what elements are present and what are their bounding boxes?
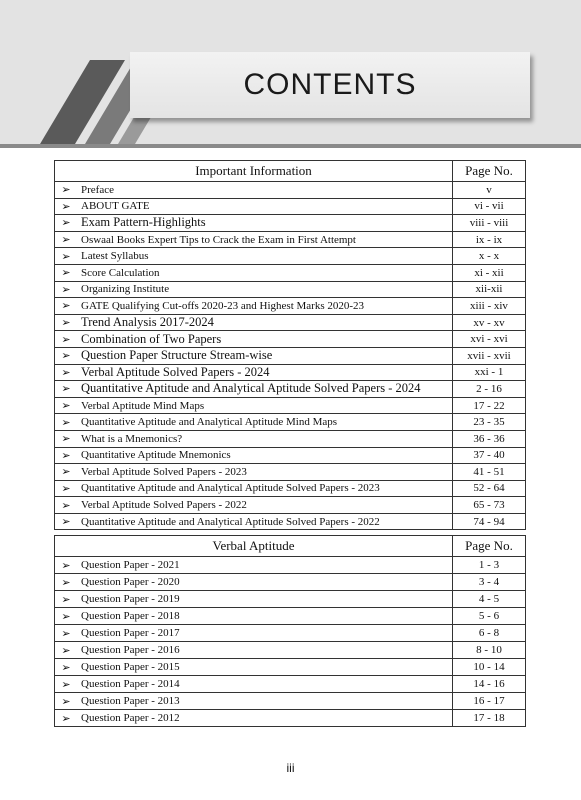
entry-page: xxi - 1	[453, 364, 526, 381]
arrow-bullet-icon: ➢	[55, 198, 78, 215]
table-row	[55, 513, 526, 530]
page-title: CONTENTS	[243, 68, 417, 101]
arrow-bullet-icon: ➢	[55, 182, 78, 199]
entry-page: 6 - 8	[453, 625, 526, 642]
table-row	[55, 298, 526, 315]
entry-page: 65 - 73	[453, 497, 526, 514]
entry-page: 17 - 22	[453, 397, 526, 414]
entry-title: Verbal Aptitude Solved Papers - 2023	[77, 464, 453, 481]
entry-page: x - x	[453, 248, 526, 265]
entry-page: xi - xii	[453, 264, 526, 281]
entry-title: Question Paper - 2021	[77, 557, 453, 574]
table-row	[55, 281, 526, 298]
entry-page: 37 - 40	[453, 447, 526, 464]
table-row	[55, 264, 526, 281]
table-row	[55, 347, 526, 364]
entry-title: Preface	[77, 182, 453, 199]
arrow-bullet-icon: ➢	[55, 215, 78, 232]
table-row	[55, 710, 526, 727]
entry-page: ix - ix	[453, 231, 526, 248]
entry-page: 14 - 16	[453, 676, 526, 693]
table-row	[55, 381, 526, 398]
entry-title: Organizing Institute	[77, 281, 453, 298]
table-row	[55, 676, 526, 693]
entry-title: Score Calculation	[77, 264, 453, 281]
entry-title: Question Paper - 2012	[77, 710, 453, 727]
arrow-bullet-icon: ➢	[55, 464, 78, 481]
entry-title: Combination of Two Papers	[77, 331, 453, 348]
entry-title: Question Paper - 2016	[77, 642, 453, 659]
entry-title: Quantitative Aptitude and Analytical Aptitude Solved Papers - 2024	[77, 381, 453, 398]
arrow-bullet-icon: ➢	[55, 591, 78, 608]
entry-page: 8 - 10	[453, 642, 526, 659]
entry-page: xvii - xvii	[453, 347, 526, 364]
entry-title: Quantitative Aptitude Mnemonics	[77, 447, 453, 464]
table-row	[55, 248, 526, 265]
arrow-bullet-icon: ➢	[55, 625, 78, 642]
entry-page: 16 - 17	[453, 693, 526, 710]
table-row	[55, 182, 526, 199]
entry-title: Quantitative Aptitude and Analytical Aptitude Solved Papers - 2023	[77, 480, 453, 497]
table-row	[55, 574, 526, 591]
arrow-bullet-icon: ➢	[55, 264, 78, 281]
arrow-bullet-icon: ➢	[55, 281, 78, 298]
entry-page: 41 - 51	[453, 464, 526, 481]
entry-page: 10 - 14	[453, 659, 526, 676]
arrow-bullet-icon: ➢	[55, 693, 78, 710]
arrow-bullet-icon: ➢	[55, 347, 78, 364]
entry-page: 17 - 18	[453, 710, 526, 727]
table-row	[55, 625, 526, 642]
entry-page: 52 - 64	[453, 480, 526, 497]
page-number: iii	[286, 761, 295, 775]
entry-page: vi - vii	[453, 198, 526, 215]
table-row	[55, 198, 526, 215]
table-row	[55, 231, 526, 248]
entry-title: Exam Pattern-Highlights	[77, 215, 453, 232]
header-divider	[0, 144, 581, 148]
arrow-bullet-icon: ➢	[55, 248, 78, 265]
arrow-bullet-icon: ➢	[55, 659, 78, 676]
arrow-bullet-icon: ➢	[55, 710, 78, 727]
table-header-page: Page No.	[453, 161, 526, 182]
table-row	[55, 608, 526, 625]
entry-page: 2 - 16	[453, 381, 526, 398]
table-row	[55, 414, 526, 431]
table-row	[55, 464, 526, 481]
entry-page: 23 - 35	[453, 414, 526, 431]
arrow-bullet-icon: ➢	[55, 447, 78, 464]
arrow-bullet-icon: ➢	[55, 381, 78, 398]
entry-page: 1 - 3	[453, 557, 526, 574]
entry-title: Question Paper - 2013	[77, 693, 453, 710]
table-row	[55, 447, 526, 464]
important-information-table	[54, 160, 526, 530]
entry-page: viii - viii	[453, 215, 526, 232]
arrow-bullet-icon: ➢	[55, 642, 78, 659]
entry-page: 5 - 6	[453, 608, 526, 625]
arrow-bullet-icon: ➢	[55, 397, 78, 414]
arrow-bullet-icon: ➢	[55, 430, 78, 447]
verbal-aptitude-table	[54, 535, 526, 727]
entry-page: xiii - xiv	[453, 298, 526, 315]
table-header-page: Page No.	[453, 536, 526, 557]
arrow-bullet-icon: ➢	[55, 480, 78, 497]
arrow-bullet-icon: ➢	[55, 676, 78, 693]
entry-page: xii-xii	[453, 281, 526, 298]
table-row	[55, 314, 526, 331]
table-row	[55, 693, 526, 710]
entry-title: Oswaal Books Expert Tips to Crack the Exam in First Attempt	[77, 231, 453, 248]
arrow-bullet-icon: ➢	[55, 574, 78, 591]
table-row	[55, 557, 526, 574]
table-row	[55, 215, 526, 232]
entry-title: Verbal Aptitude Solved Papers - 2022	[77, 497, 453, 514]
arrow-bullet-icon: ➢	[55, 364, 78, 381]
entry-title: Question Paper - 2018	[77, 608, 453, 625]
entry-title: Quantitative Aptitude and Analytical Aptitude Mind Maps	[77, 414, 453, 431]
entry-title: Quantitative Aptitude and Analytical Aptitude Solved Papers - 2022	[77, 513, 453, 530]
entry-title: Question Paper - 2015	[77, 659, 453, 676]
arrow-bullet-icon: ➢	[55, 314, 78, 331]
entry-title: Verbal Aptitude Mind Maps	[77, 397, 453, 414]
table-row	[55, 642, 526, 659]
entry-page: v	[453, 182, 526, 199]
table-row	[55, 591, 526, 608]
entry-page: xv - xv	[453, 314, 526, 331]
table-row	[55, 397, 526, 414]
arrow-bullet-icon: ➢	[55, 497, 78, 514]
arrow-bullet-icon: ➢	[55, 608, 78, 625]
arrow-bullet-icon: ➢	[55, 298, 78, 315]
entry-page: 4 - 5	[453, 591, 526, 608]
table-row	[55, 480, 526, 497]
table-row	[55, 364, 526, 381]
entry-title: Question Paper - 2020	[77, 574, 453, 591]
arrow-bullet-icon: ➢	[55, 557, 78, 574]
entry-page: 3 - 4	[453, 574, 526, 591]
arrow-bullet-icon: ➢	[55, 414, 78, 431]
arrow-bullet-icon: ➢	[55, 513, 78, 530]
title-banner	[130, 52, 530, 118]
arrow-bullet-icon: ➢	[55, 231, 78, 248]
entry-title: Verbal Aptitude Solved Papers - 2024	[77, 364, 453, 381]
entry-title: GATE Qualifying Cut-offs 2020-23 and Highest Marks 2020-23	[77, 298, 453, 315]
entry-title: Trend Analysis 2017-2024	[77, 314, 453, 331]
entry-title: What is a Mnemonics?	[77, 430, 453, 447]
entry-title: Question Paper - 2019	[77, 591, 453, 608]
entry-title: Question Paper Structure Stream-wise	[77, 347, 453, 364]
entry-title: Question Paper - 2014	[77, 676, 453, 693]
table-row	[55, 497, 526, 514]
table-header-title: Important Information	[55, 161, 453, 182]
entry-page: 36 - 36	[453, 430, 526, 447]
entry-title: ABOUT GATE	[77, 198, 453, 215]
entry-page: 74 - 94	[453, 513, 526, 530]
entry-title: Question Paper - 2017	[77, 625, 453, 642]
arrow-bullet-icon: ➢	[55, 331, 78, 348]
table-header-title: Verbal Aptitude	[55, 536, 453, 557]
table-row	[55, 430, 526, 447]
entry-title: Latest Syllabus	[77, 248, 453, 265]
entry-page: xvi - xvi	[453, 331, 526, 348]
table-row	[55, 331, 526, 348]
table-row	[55, 659, 526, 676]
